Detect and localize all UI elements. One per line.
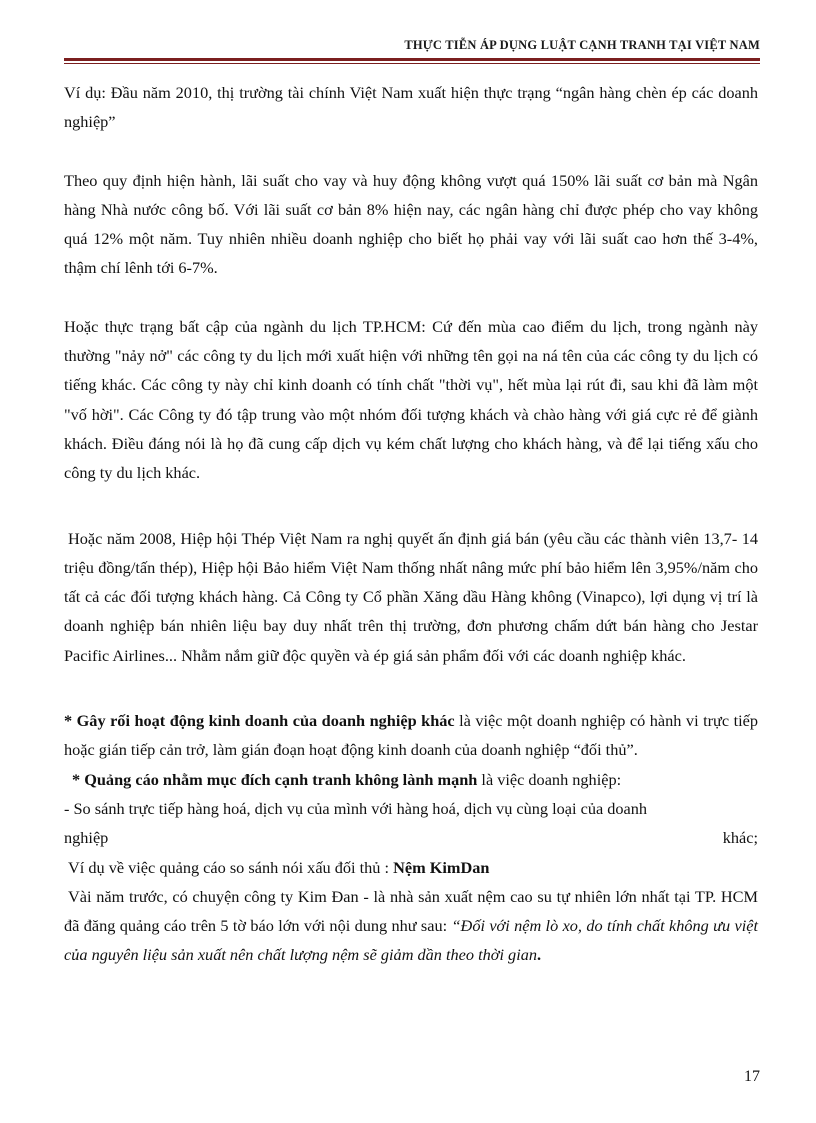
paragraph-disruption: [64, 706, 758, 765]
header-rule-thick: [64, 58, 760, 61]
kimdan-brand: Nệm KimDan: [393, 857, 490, 877]
paragraph-steel-association: Hoặc năm 2008, Hiệp hội Thép Việt Nam ra nghị quyết ấn định giá bán (yêu cầu các thành viên 13,7- 14 triệu đồng/tấn thép), Hiệp hội Bảo hiểm Việt Nam thống nhất nâng mức phí bảo hiểm lên 3,95%/năm cho tất cả các đối tượng khách hàng. Cả Công ty Cổ phần Xăng dầu Hàng không (Vinapco), lợi dụng vị trí là doanh nghiệp bán nhiên liệu bay duy nhất trên thị trường, đơn phương chấm dứt bán hàng cho Jestar Pacific Airlines... Nhằm nắm giữ độc quyền và ép giá sản phẩm đối với các doanh nghiệp khác.: [64, 528, 758, 665]
page-body: [64, 78, 758, 970]
kimdan-example-text: Ví dụ về việc quảng cáo so sánh nói xấu đối thủ :: [68, 857, 394, 877]
kimdan-story-text: Vài năm trước, có chuyện công ty Kim Đan - là nhà sản xuất nệm cao su tự nhiên lớn nhất tại TP. HCM đã đăng quảng cáo trên 5 tờ báo lớn với nội dung như sau:: [64, 886, 758, 936]
paragraph-kimdan-example: [64, 853, 758, 882]
paragraph-tourism: Hoặc thực trạng bất cập của ngành du lịch TP.HCM: Cứ đến mùa cao điểm du lịch, trong ngành này thường "nảy nở" các công ty du lịch mới xuất hiện với những tên gọi na ná tên của các công ty du lịch có tiếng khác. Các công ty này chỉ kinh doanh có tính chất "thời vụ", hết mùa lại rút đi, sau khi đã làm một "vố hời". Các Công ty đó tập trung vào một nhóm đối tượng khách và chào hàng với giá cực rẻ để giành khách. Điều đáng nói là họ đã cung cấp dịch vụ kém chất lượng cho khách hàng, và để lại tiếng xấu cho công ty du lịch khác.: [64, 316, 758, 483]
running-header: THỰC TIỄN ÁP DỤNG LUẬT CẠNH TRANH TẠI VIỆT NAM: [404, 38, 760, 52]
paragraph-kimdan-story: [64, 882, 758, 970]
page-number: 17: [744, 1068, 760, 1085]
advertising-heading: * Quảng cáo nhằm mục đích cạnh tranh không lành mạnh: [72, 769, 478, 789]
paragraph-comparison-end: nghiệp khác;: [64, 828, 758, 848]
disruption-text: là việc một doanh nghiệp có hành vi trực tiếp hoặc gián tiếp cản trở, làm gián đoạn hoạt động kinh doanh của doanh nghiệp “đối thủ”.: [64, 711, 758, 760]
paragraph-advertising: [64, 765, 758, 794]
paragraph-example-bank: Ví dụ: Đầu năm 2010, thị trường tài chính Việt Nam xuất hiện thực trạng “ngân hàng chèn ép các doanh nghiệp”: [64, 83, 758, 132]
header-rule-thin: [64, 63, 760, 64]
kimdan-quote-end: .: [537, 945, 542, 965]
paragraph-comparison: - So sánh trực tiếp hàng hoá, dịch vụ của mình với hàng hoá, dịch vụ cùng loại của doanh: [64, 798, 648, 818]
kimdan-quote: “Đối với nệm lò xo, do tính chất không ưu việt của nguyên liệu sản xuất nên chất lượng nệm sẽ giảm dần theo thời gian: [64, 916, 758, 965]
disruption-heading: * Gây rối hoạt động kinh doanh của doanh nghiệp khác: [64, 711, 455, 731]
advertising-text: là việc doanh nghiệp:: [477, 769, 622, 789]
paragraph-interest-rate: Theo quy định hiện hành, lãi suất cho vay và huy động không vượt quá 150% lãi suất cơ bản mà Ngân hàng Nhà nước công bố. Với lãi suất cơ bản 8% hiện nay, các ngân hàng chỉ được phép cho vay không quá 12% một năm. Tuy nhiên nhiều doanh nghiệp cho biết họ phải vay với lãi suất cao hơn thế 3-4%, thậm chí lênh tới 6-7%.: [64, 170, 758, 278]
